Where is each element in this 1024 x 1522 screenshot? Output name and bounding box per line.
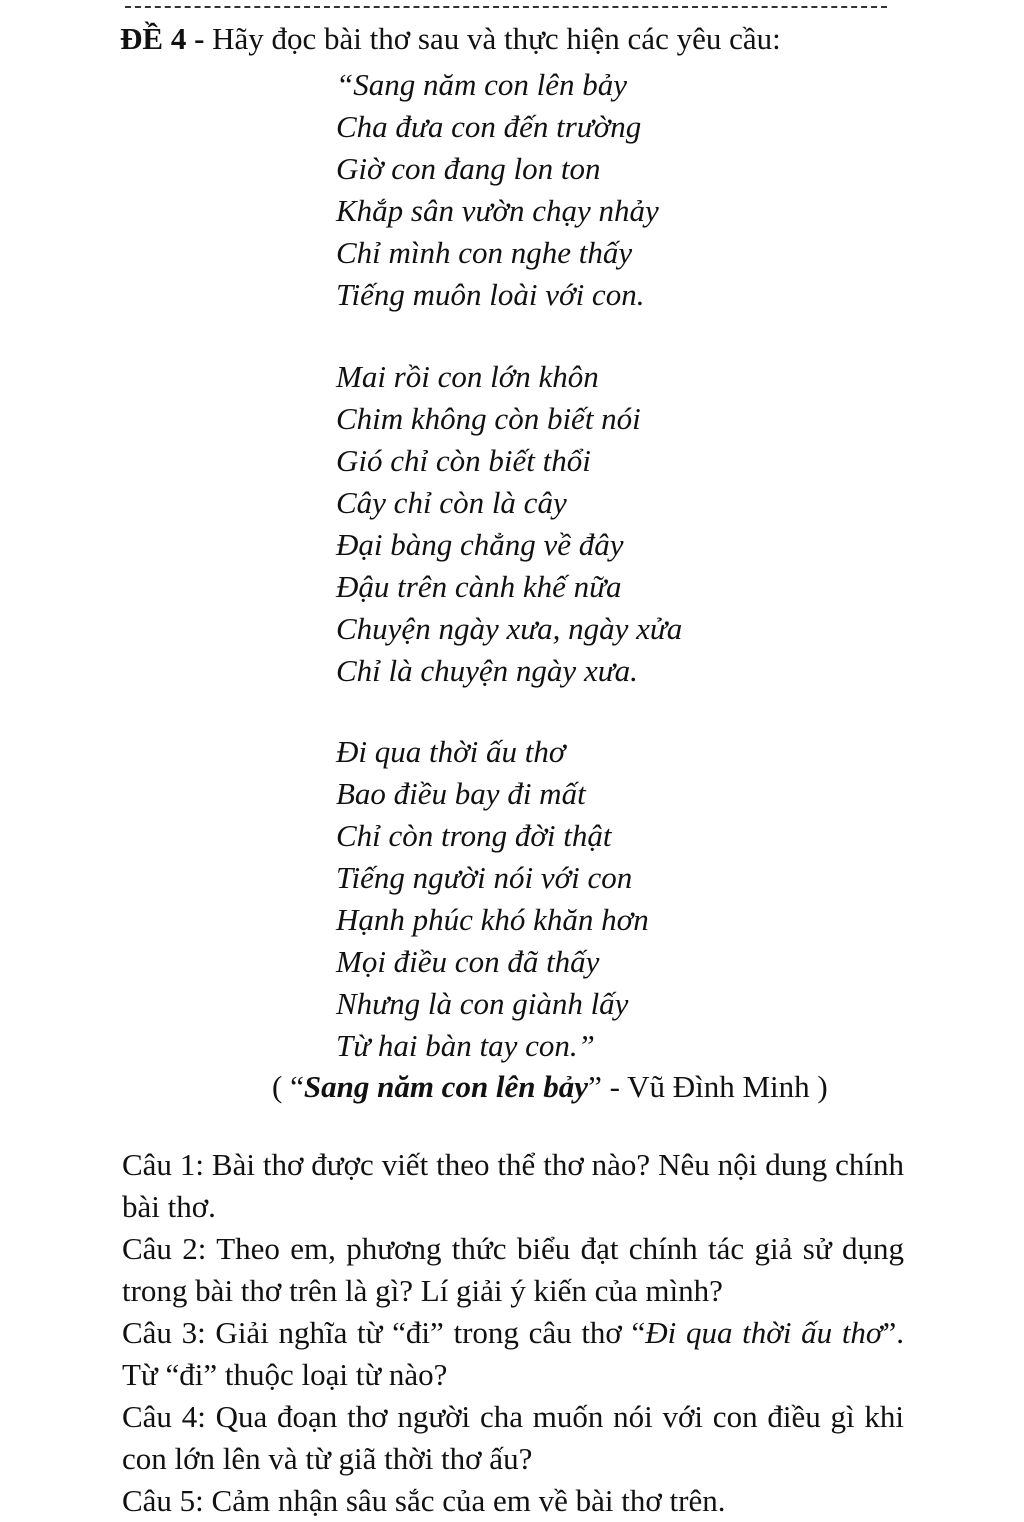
poem-line: Đi qua thời ấu thơ bbox=[336, 734, 566, 769]
poem-line: Gió chỉ còn biết thổi bbox=[336, 443, 591, 478]
poem-line: Đại bàng chẳng về đây bbox=[336, 527, 624, 562]
poem-stanza-2 bbox=[336, 356, 896, 692]
question-3 bbox=[122, 1312, 904, 1396]
poem-line: Cây chỉ còn là cây bbox=[336, 485, 567, 520]
poem-line: Đậu trên cành khế nữa bbox=[336, 569, 622, 604]
poem-line: Giờ con đang lon ton bbox=[336, 151, 601, 186]
poem-line: Nhưng là con giành lấy bbox=[336, 986, 629, 1021]
poem-line: Chim không còn biết nói bbox=[336, 401, 641, 436]
question-1: Câu 1: Bài thơ được viết theo thể thơ nào? Nêu nội dung chính bài thơ. bbox=[122, 1147, 904, 1224]
question-4: Câu 4: Qua đoạn thơ người cha muốn nói với con điều gì khi con lớn lên và từ giã thời thơ ấu? bbox=[122, 1399, 904, 1476]
poem-source-citation bbox=[272, 1066, 912, 1108]
poem-line: Khắp sân vườn chạy nhảy bbox=[336, 193, 659, 228]
exercise-instruction: Hãy đọc bài thơ sau và thực hiện các yêu cầu: bbox=[212, 21, 781, 56]
question-3-quote: Đi qua thời ấu thơ bbox=[645, 1315, 883, 1350]
poem-line: Cha đưa con đến trường bbox=[336, 109, 642, 144]
source-title: Sang năm con lên bảy bbox=[303, 1069, 589, 1104]
poem-stanza-1 bbox=[336, 64, 896, 316]
poem-line: Chỉ còn trong đời thật bbox=[336, 818, 612, 853]
poem-line: Mai rồi con lớn khôn bbox=[336, 359, 599, 394]
poem-line: Bao điều bay đi mất bbox=[336, 776, 586, 811]
question-3-text-end: ”. Từ “đi” thuộc loại từ nào? bbox=[122, 1315, 904, 1392]
source-open: ( “ bbox=[272, 1069, 304, 1104]
source-author: ” - Vũ Đình Minh ) bbox=[588, 1069, 828, 1104]
poem-line: Chuyện ngày xưa, ngày xửa bbox=[336, 611, 683, 646]
top-dashed-divider bbox=[125, 6, 887, 8]
exercise-label: ĐỀ 4 - bbox=[120, 21, 205, 56]
poem-line: Chỉ là chuyện ngày xưa. bbox=[336, 653, 638, 688]
question-list bbox=[122, 1144, 904, 1522]
poem-line: Tiếng muôn loài với con. bbox=[336, 277, 645, 312]
exercise-heading bbox=[120, 18, 910, 60]
poem-stanza-3 bbox=[336, 731, 896, 1067]
poem-line: Mọi điều con đã thấy bbox=[336, 944, 600, 979]
question-2: Câu 2: Theo em, phương thức biểu đạt chính tác giả sử dụng trong bài thơ trên là gì? Lí giải ý kiến của mình? bbox=[122, 1231, 904, 1308]
question-3-text: Câu 3: Giải nghĩa từ “đi” trong câu thơ “ bbox=[122, 1315, 646, 1350]
poem-line: “Sang năm con lên bảy bbox=[336, 67, 628, 102]
question-5: Câu 5: Cảm nhận sâu sắc của em về bài thơ trên. bbox=[122, 1483, 726, 1518]
poem-line: Từ hai bàn tay con.” bbox=[336, 1028, 595, 1063]
poem-line: Tiếng người nói với con bbox=[336, 860, 633, 895]
poem-line: Chỉ mình con nghe thấy bbox=[336, 235, 633, 270]
poem-line: Hạnh phúc khó khăn hơn bbox=[336, 902, 649, 937]
